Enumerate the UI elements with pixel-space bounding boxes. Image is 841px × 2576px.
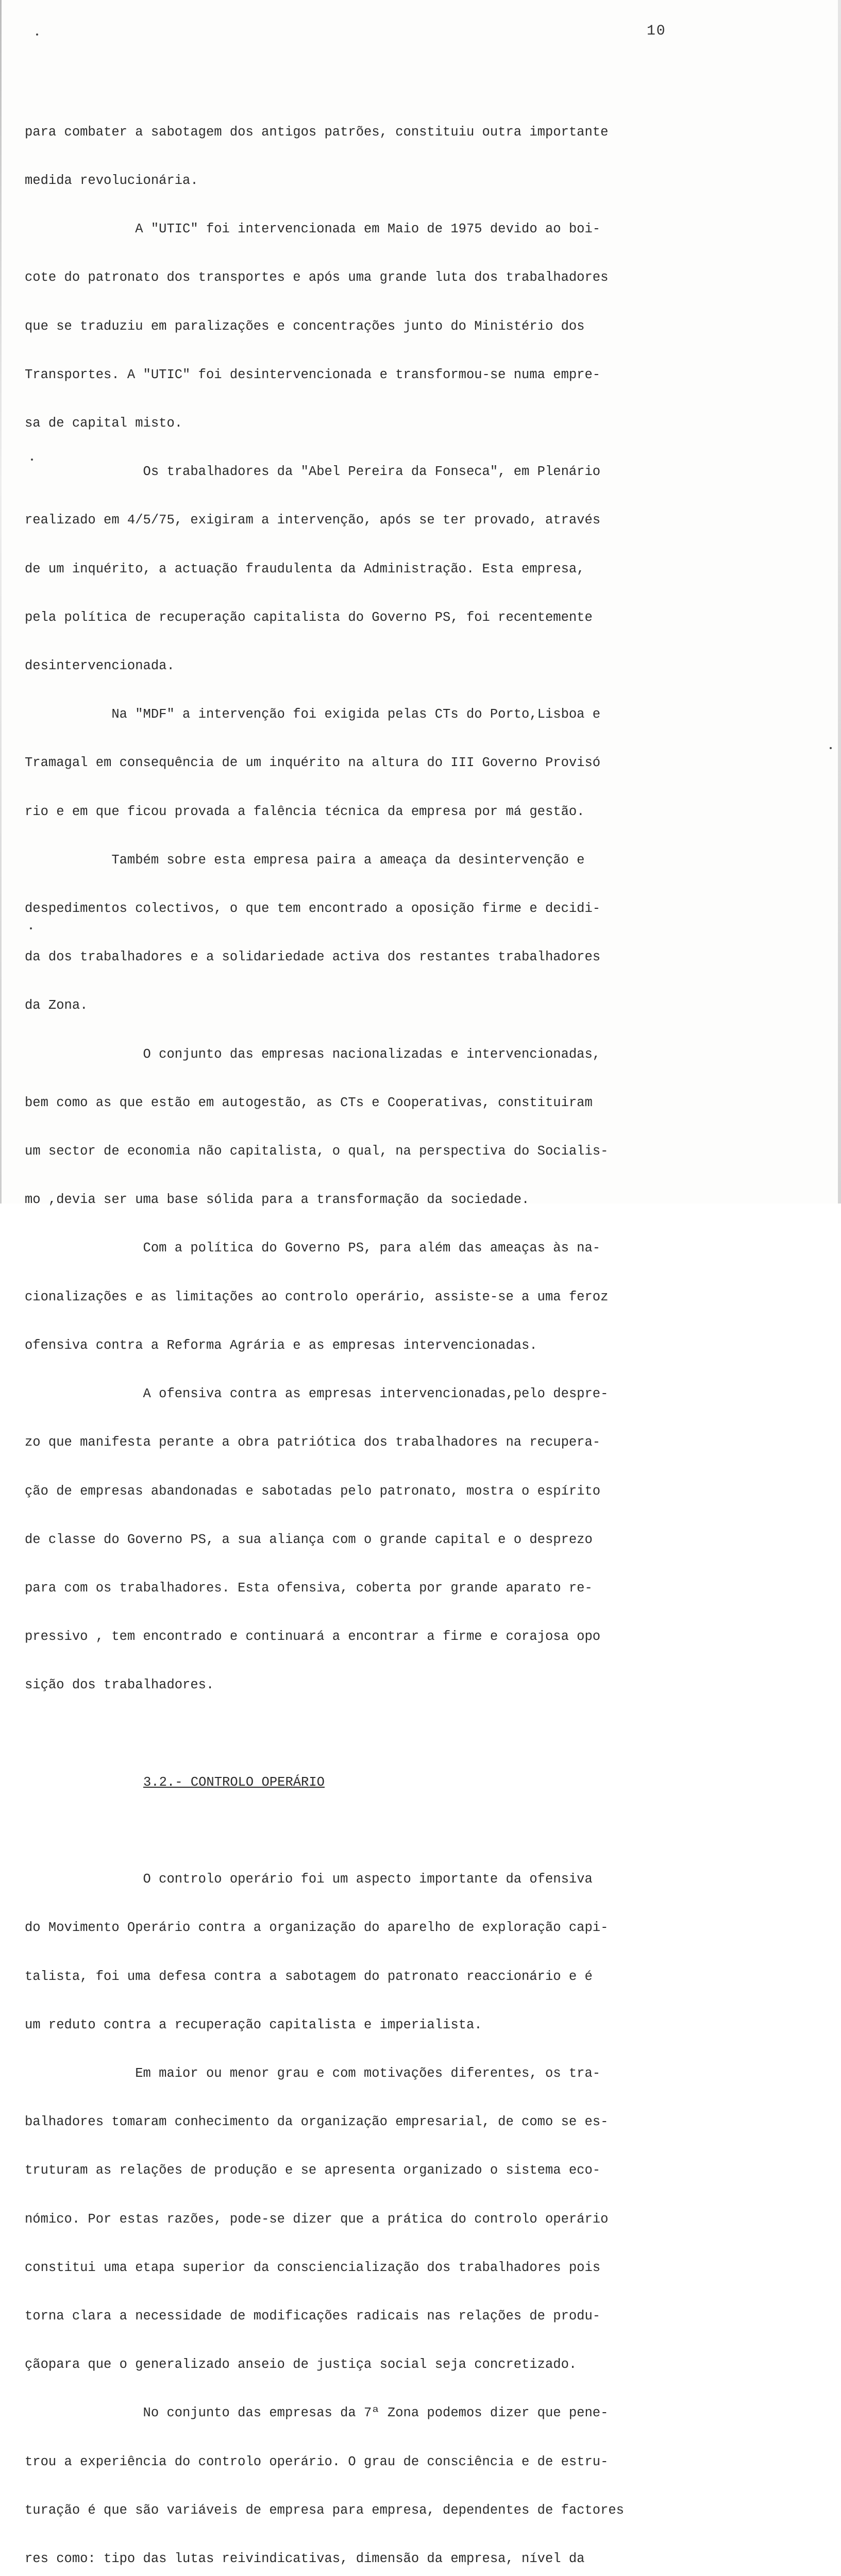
text-line: cote do patronato dos transportes e após uma grande luta dos trabalhadores [25, 270, 609, 285]
text-line: para combater a sabotagem dos antigos patrões, constituiu outra importante [25, 124, 609, 140]
text-line: Os trabalhadores da "Abel Pereira da Fonseca", em Plenário [25, 464, 601, 480]
text-line: pela política de recuperação capitalista do Governo PS, foi recentemente [25, 609, 593, 625]
text-line: um sector de economia não capitalista, o qual, na perspectiva do Socialis- [25, 1144, 609, 1159]
text-line: talista, foi uma defesa contra a sabotagem do patronato reaccionário e é [25, 1969, 593, 1984]
text-line: mo ,devia ser uma base sólida para a transformação da sociedade. [25, 1192, 530, 1208]
text-line: çãopara que o generalizado anseio de justiça social seja concretizado. [25, 2357, 577, 2372]
text-line: um reduto contra a recuperação capitalista e imperialista. [25, 2017, 482, 2032]
text-line: nómico. Por estas razões, pode-se dizer que a prática do controlo operário [25, 2211, 609, 2227]
text-line: A ofensiva contra as empresas intervencionadas,pelo despre- [25, 1386, 609, 1402]
text-line: cionalizações e as limitações ao controlo operário, assiste-se a uma feroz [25, 1289, 609, 1304]
text-line: do Movimento Operário contra a organização do aparelho de exploração capi- [25, 1920, 609, 1936]
text-line: No conjunto das empresas da 7ª Zona podemos dizer que pene- [25, 2405, 609, 2421]
text-line: rio e em que ficou provada a falência técnica da empresa por má gestão. [25, 804, 585, 819]
text-line: medida revolucionária. [25, 173, 198, 189]
text-line: Transportes. A "UTIC" foi desintervencionada e transformou-se numa empre- [25, 367, 601, 382]
blank-line [25, 1823, 736, 1839]
scan-speck [36, 33, 38, 36]
scan-left-edge [0, 0, 2, 1204]
text-line: da dos trabalhadores e a solidariedade activa dos restantes trabalhadores [25, 950, 601, 965]
text-line: Tramagal em consequência de um inquérito na altura do III Governo Provisó [25, 755, 601, 771]
text-line: torna clara a necessidade de modificações radicais nas relações de produ- [25, 2308, 601, 2324]
text-line: ofensiva contra a Reforma Agrária e as empresas intervencionadas. [25, 1337, 537, 1353]
scan-speck [830, 747, 832, 749]
text-line: pressivo , tem encontrado e continuará a encontrar a firme e corajosa opo [25, 1629, 601, 1645]
scan-right-edge [838, 0, 841, 1204]
text-line: O controlo operário foi um aspecto importante da ofensiva [25, 1872, 593, 1887]
text-line: O conjunto das empresas nacionalizadas e intervencionadas, [25, 1046, 601, 1062]
text-line: Também sobre esta empresa paira a ameaça da desintervenção e [25, 852, 585, 868]
text-line: A "UTIC" foi intervencionada em Maio de 1975 devido ao boi- [25, 222, 601, 237]
text-line: de um inquérito, a actuação fraudulenta da Administração. Esta empresa, [25, 561, 585, 577]
text-line: truturam as relações de produção e se apresenta organizado o sistema eco- [25, 2163, 601, 2178]
text-line: zo que manifesta perante a obra patriótica dos trabalhadores na recupera- [25, 1435, 601, 1450]
text-line: bem como as que estão em autogestão, as CTs e Cooperativas, constituiram [25, 1095, 593, 1110]
text-line: despedimentos colectivos, o que tem encontrado a oposição firme e decidi- [25, 901, 601, 917]
text-line: Em maior ou menor grau e com motivações diferentes, os tra- [25, 2065, 601, 2081]
text-line: para com os trabalhadores. Esta ofensiva, coberta por grande aparato re- [25, 1580, 593, 1596]
section-heading: 3.2.- CONTROLO OPERÁRIO [143, 1774, 325, 1790]
text-line: desintervencionada. [25, 658, 175, 674]
text-line: Com a política do Governo PS, para além das ameaças às na- [25, 1241, 601, 1256]
text-line: da Zona. [25, 998, 88, 1013]
scan-speck [30, 927, 32, 929]
text-line: res como: tipo das lutas reivindicativas, dimensão da empresa, nível da [25, 2551, 585, 2566]
text-line: Na "MDF" a intervenção foi exigida pelas CTs do Porto,Lisboa e [25, 707, 601, 722]
blank-line [25, 1726, 736, 1742]
page-number: 10 [647, 23, 666, 39]
text-line: sa de capital misto. [25, 416, 183, 431]
text-line: realizado em 4/5/75, exigiram a intervenção, após se ter provado, através [25, 513, 601, 528]
text-line: turação é que são variáveis de empresa para empresa, dependentes de factores [25, 2502, 624, 2518]
body-text [25, 92, 736, 2576]
text-line: sição dos trabalhadores. [25, 1677, 214, 1693]
text-line: trou a experiência do controlo operário. O grau de consciência e de estru- [25, 2454, 609, 2469]
text-line: ção de empresas abandonadas e sabotadas pelo patronato, mostra o espírito [25, 1483, 601, 1499]
text-line: constitui uma etapa superior da consciencialização dos trabalhadores pois [25, 2260, 601, 2275]
text-line: de classe do Governo PS, a sua aliança com o grande capital e o desprezo [25, 1532, 593, 1547]
text-line: balhadores tomaram conhecimento da organização empresarial, de como se es- [25, 2114, 609, 2130]
scan-speck [31, 459, 33, 461]
text-line: que se traduziu em paralizações e concentrações junto do Ministério dos [25, 318, 585, 334]
